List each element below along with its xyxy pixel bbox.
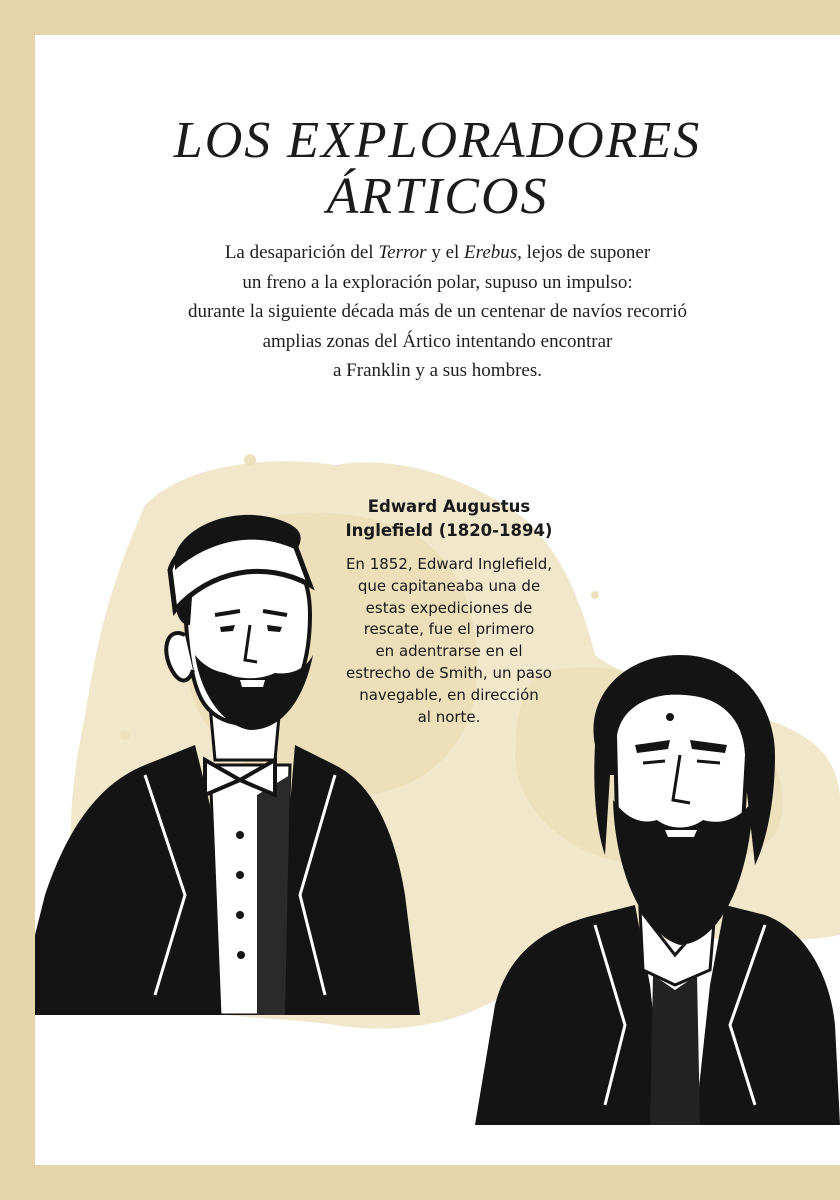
bio-text-line: que capitaneaba una de xyxy=(357,576,541,595)
ship-name-erebus: Erebus xyxy=(464,242,518,263)
intro-text: La desaparición del xyxy=(224,242,379,263)
page-title xyxy=(35,113,840,225)
bio-text-line: estrecho de Smith, un paso xyxy=(346,663,552,682)
bio-text-line: en adentrarse en el xyxy=(375,642,523,661)
bio-text-line: estas expediciones de xyxy=(365,598,533,617)
bio-text-line: rescate, fue el primero xyxy=(363,620,535,639)
bio-text-line: al norte. xyxy=(417,707,481,726)
bio-name-line-2: Inglefield (1820-1894) xyxy=(345,521,553,540)
ship-name-terror: Terror xyxy=(378,242,427,263)
bio-text xyxy=(325,554,573,728)
intro-text: y el xyxy=(426,242,465,263)
intro-line-1 xyxy=(35,238,840,268)
bio-heading xyxy=(325,495,573,543)
intro-line-2: un freno a la exploración polar, supuso un impulso: xyxy=(242,271,633,293)
intro-text: , lejos de suponer xyxy=(517,242,651,263)
intro-line-4: amplias zonas del Ártico intentando encontrar xyxy=(262,330,613,352)
title-line-2: ÁRTICOS xyxy=(326,168,549,225)
intro-line-3: durante la siguiente década más de un centenar de navíos recorrió xyxy=(187,301,688,322)
page xyxy=(35,35,840,1165)
title-line-1: LOS EXPLORADORES xyxy=(173,112,702,169)
bio-text-line: En 1852, Edward Inglefield, xyxy=(345,555,553,573)
bio-name-line-1: Edward Augustus xyxy=(367,497,531,516)
intro-paragraph xyxy=(35,238,840,386)
bio-text-line: navegable, en dirección xyxy=(359,685,539,704)
intro-line-5: a Franklin y a sus hombres. xyxy=(333,360,542,381)
